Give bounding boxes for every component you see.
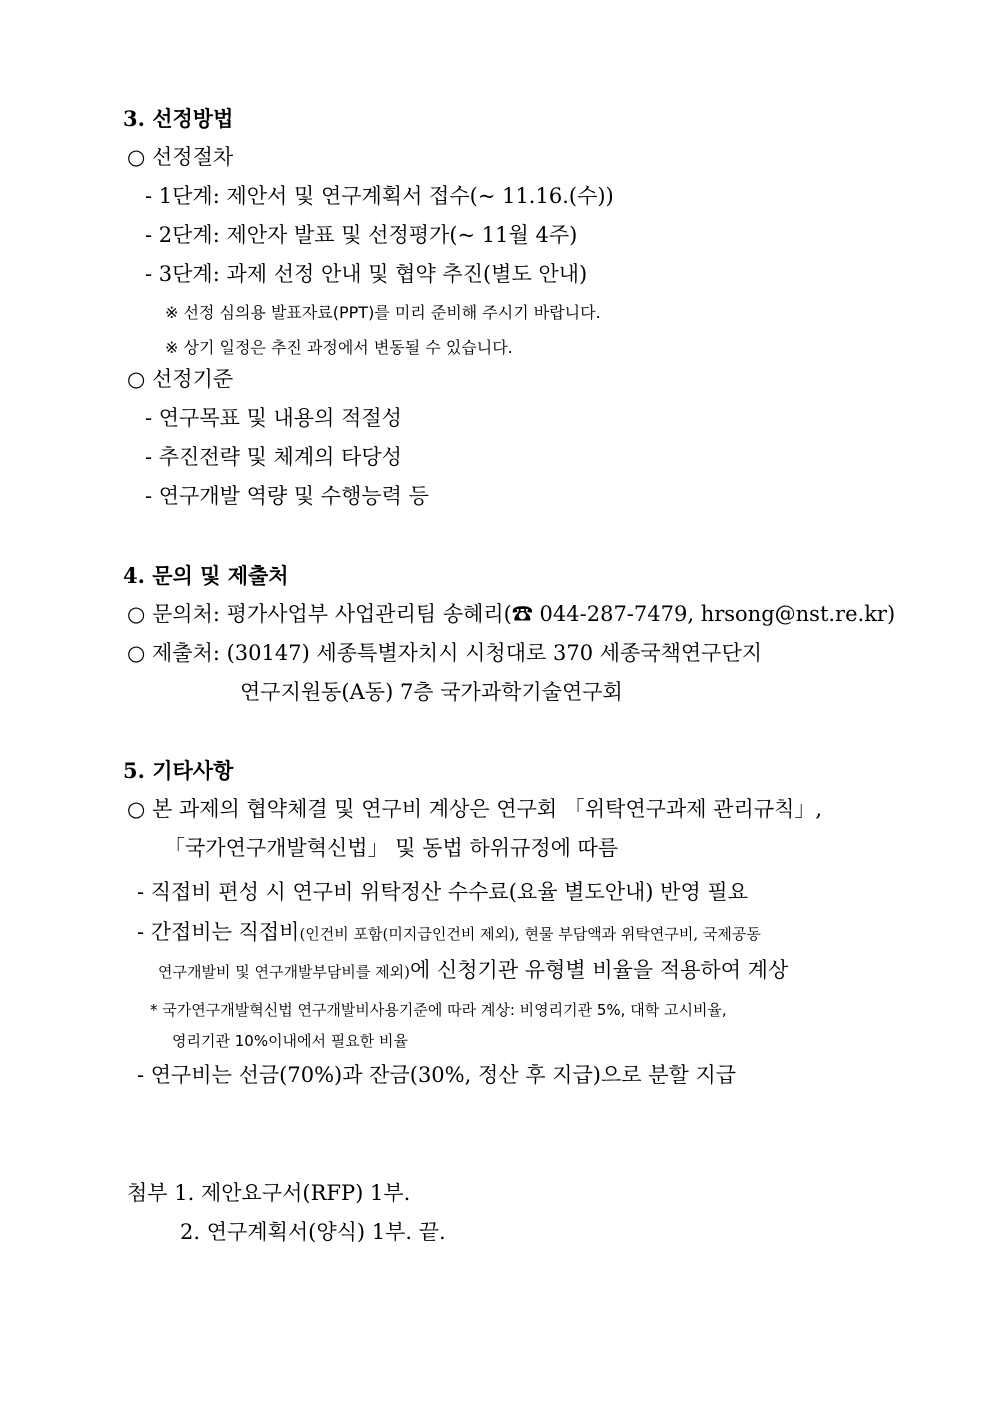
- section-3-title: 3. 선정방법: [123, 106, 234, 131]
- procedure-step-2: - 2단계: 제안자 발표 및 선정평가(~ 11월 4주): [145, 223, 578, 247]
- misc-paragraph-1a: ○ 본 과제의 협약체결 및 연구비 계상은 연구회 「위탁연구과제 관리규칙」,: [127, 797, 823, 821]
- contact-line: ○ 문의처: 평가사업부 사업관리팀 송혜리(☎ 044-287-7479, hrsong@nst.re.kr): [127, 602, 896, 626]
- misc-direct-cost-line: - 직접비 편성 시 연구비 위탁정산 수수료(요율 별도안내) 반영 필요: [137, 880, 748, 904]
- procedure-note-1: ※ 선정 심의용 발표자료(PPT)를 미리 준비해 주시기 바랍니다.: [165, 303, 601, 322]
- misc-indirect-cost-line-2: [158, 960, 788, 981]
- misc-indirect-cost-line-1: [137, 922, 761, 943]
- procedure-note-2: ※ 상기 일정은 추진 과정에서 변동될 수 있습니다.: [165, 338, 513, 357]
- misc-footnote-1: * 국가연구개발혁신법 연구개발비사용기준에 따라 계상: 비영리기관 5%, 대학 고시비율,: [150, 1001, 727, 1019]
- criteria-item-1: - 연구목표 및 내용의 적절성: [145, 406, 402, 430]
- indirect-cost-text-small: (인건비 포함(미지급인건비 제외), 현물 부담액과 위탁연구비, 국제공동: [299, 925, 761, 943]
- criteria-item-3: - 연구개발 역량 및 수행능력 등: [145, 484, 429, 508]
- misc-footnote-2: 영리기관 10%이내에서 필요한 비율: [172, 1032, 409, 1050]
- procedure-step-3: - 3단계: 과제 선정 안내 및 협약 추진(별도 안내): [145, 262, 588, 286]
- indirect-cost-text-large-2: 에 신청기관 유형별 비율을 적용하여 계상: [410, 958, 789, 982]
- section-4-title: 4. 문의 및 제출처: [123, 563, 289, 588]
- section-5-title: 5. 기타사항: [123, 758, 234, 783]
- selection-procedure-heading: ○ 선정절차: [127, 145, 234, 169]
- submission-address-line-1: ○ 제출처: (30147) 세종특별자치시 시청대로 370 세종국책연구단지: [127, 641, 763, 665]
- selection-criteria-heading: ○ 선정기준: [127, 367, 234, 391]
- indirect-cost-text-small-2: 연구개발비 및 연구개발부담비를 제외): [158, 963, 410, 981]
- criteria-item-2: - 추진전략 및 체계의 타당성: [145, 445, 402, 469]
- misc-paragraph-1b: 「국가연구개발혁신법」 및 동법 하위규정에 따름: [164, 836, 619, 860]
- submission-address-line-2: 연구지원동(A동) 7층 국가과학기술연구회: [240, 680, 623, 704]
- procedure-step-1: - 1단계: 제안서 및 연구계획서 접수(~ 11.16.(수)): [145, 184, 614, 208]
- attachment-2: 2. 연구계획서(양식) 1부. 끝.: [180, 1220, 446, 1244]
- indirect-cost-text-large: - 간접비는 직접비: [137, 920, 300, 944]
- misc-payment-line: - 연구비는 선금(70%)과 잔금(30%, 정산 후 지급)으로 분할 지급: [137, 1063, 737, 1087]
- attachment-1: 첨부 1. 제안요구서(RFP) 1부.: [127, 1181, 411, 1205]
